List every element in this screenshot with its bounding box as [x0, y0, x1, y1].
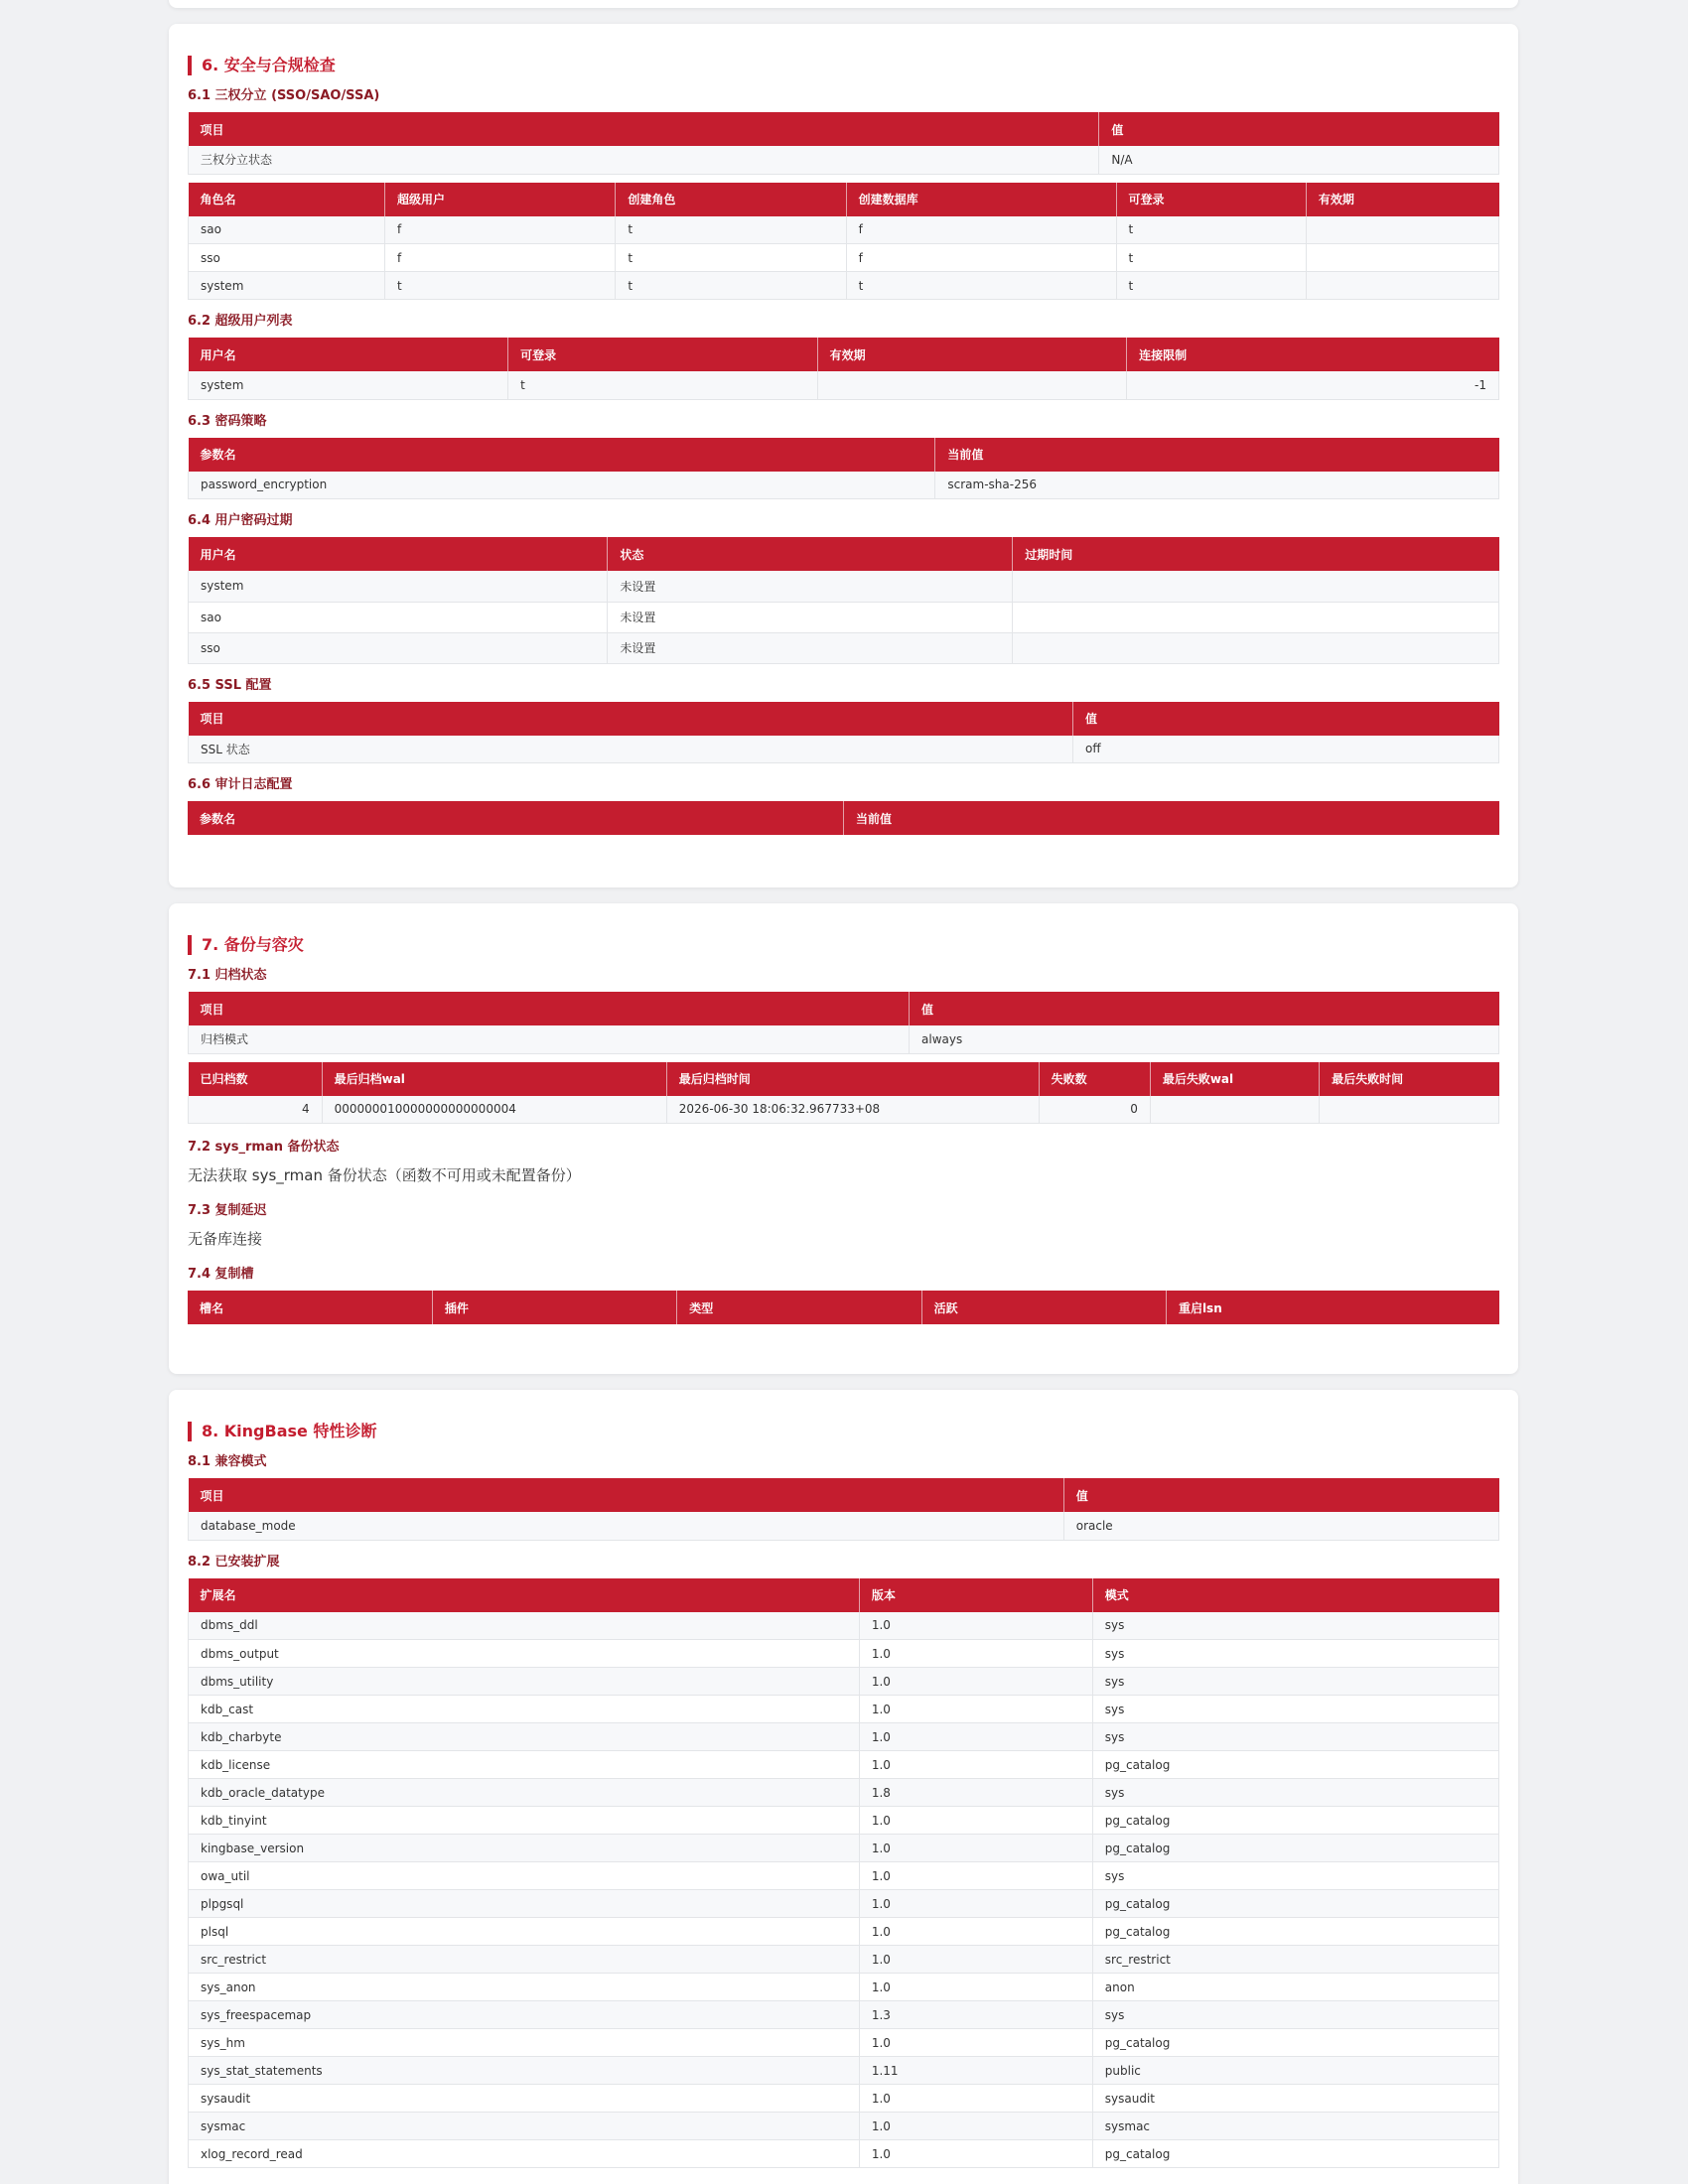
table-row: [189, 2085, 1499, 2113]
table-cell: 1.3: [859, 2001, 1092, 2029]
table-cell: sysmac: [1092, 2113, 1498, 2140]
table-cell: 三权分立状态: [189, 146, 1099, 174]
table-cell: 1.0: [859, 2140, 1092, 2168]
table-cell: system: [189, 571, 608, 602]
subsection-title: 7.1 归档状态: [188, 968, 267, 983]
table-cell: 000000010000000000000004: [322, 1096, 666, 1124]
table-cell: owa_util: [189, 1862, 860, 1890]
table-cell: dbms_ddl: [189, 1612, 860, 1640]
table-cell: 1.0: [859, 2085, 1092, 2113]
table-row: [189, 2029, 1499, 2057]
column-header: 模式: [1092, 1578, 1498, 1612]
table-row: [189, 1862, 1499, 1890]
password-policy-table: [188, 438, 1499, 500]
column-header: 用户名: [189, 338, 508, 371]
table-cell: sao: [189, 602, 608, 632]
roles-table: [188, 183, 1499, 301]
subsection-title: 7.4 复制槽: [188, 1267, 254, 1282]
table-row: [189, 632, 1499, 663]
table-cell: 1.0: [859, 2029, 1092, 2057]
subsection-title: 7.3 复制延迟: [188, 1203, 267, 1218]
table-cell: kdb_cast: [189, 1696, 860, 1723]
table-cell: 未设置: [608, 632, 1013, 663]
column-header: 项目: [189, 992, 910, 1025]
column-header: 项目: [189, 1478, 1064, 1512]
table-cell: [1150, 1096, 1319, 1124]
table-cell: [1306, 216, 1498, 244]
column-header: 用户名: [189, 537, 608, 571]
table-cell: [1013, 571, 1499, 602]
table-cell: database_mode: [189, 1512, 1064, 1540]
table-cell: 1.0: [859, 1723, 1092, 1751]
table-cell: sys_hm: [189, 2029, 860, 2057]
table-cell: pg_catalog: [1092, 2140, 1498, 2168]
column-header: 值: [1099, 112, 1499, 146]
replication-slots-table: [188, 1291, 1499, 1324]
column-header: 最后归档wal: [322, 1062, 666, 1096]
table-cell: sao: [189, 216, 385, 244]
table-row: [189, 244, 1499, 272]
column-header: 值: [1063, 1478, 1498, 1512]
table-cell: kdb_charbyte: [189, 1723, 860, 1751]
section-title: 6. 安全与合规检查: [188, 56, 1499, 75]
column-header: 状态: [608, 537, 1013, 571]
table-cell: kdb_oracle_datatype: [189, 1779, 860, 1807]
column-header: 角色名: [189, 183, 385, 216]
table-row: [189, 2001, 1499, 2029]
backup-dr-card: [169, 903, 1518, 1374]
column-header: 类型: [677, 1291, 921, 1324]
table-row: [189, 1835, 1499, 1862]
column-header: 最后失败wal: [1150, 1062, 1319, 1096]
table-row: [189, 1612, 1499, 1640]
table-cell: 1.0: [859, 1612, 1092, 1640]
table-cell: sys_anon: [189, 1974, 860, 2001]
table-cell: 1.0: [859, 1946, 1092, 1974]
table-cell: [1320, 1096, 1499, 1124]
column-header: 可登录: [1116, 183, 1306, 216]
table-row: [189, 472, 1499, 499]
table-cell: 1.11: [859, 2057, 1092, 2085]
table-cell: f: [385, 216, 616, 244]
section-title: 7. 备份与容灾: [188, 935, 1499, 955]
table-row: [189, 1779, 1499, 1807]
extensions-table: [188, 1578, 1499, 2169]
kingbase-features-card: [169, 1390, 1518, 2184]
column-header: 创建角色: [616, 183, 846, 216]
column-header: 参数名: [188, 801, 844, 835]
table-row: [189, 146, 1499, 174]
table-row: [189, 1751, 1499, 1779]
subsection-title: 7.2 sys_rman 备份状态: [188, 1140, 340, 1155]
security-compliance-card: [169, 24, 1518, 887]
table-cell: sys: [1092, 2001, 1498, 2029]
table-cell: kdb_tinyint: [189, 1807, 860, 1835]
column-header: 创建数据库: [846, 183, 1116, 216]
column-header: 活跃: [921, 1291, 1166, 1324]
subsection-title: 6.5 SSL 配置: [188, 677, 272, 693]
table-cell: pg_catalog: [1092, 1807, 1498, 1835]
subsection-title: 6.4 用户密码过期: [188, 513, 293, 528]
archive-status-table: [188, 992, 1499, 1054]
table-cell: [1306, 272, 1498, 300]
table-cell: 1.0: [859, 1862, 1092, 1890]
table-cell: 0: [1039, 1096, 1150, 1124]
previous-section-card: [169, 0, 1518, 8]
table-cell: anon: [1092, 1974, 1498, 2001]
table-cell: sysaudit: [1092, 2085, 1498, 2113]
table-cell: system: [189, 371, 508, 399]
table-cell: public: [1092, 2057, 1498, 2085]
table-row: [189, 1640, 1499, 1668]
subsection-title: 6.6 审计日志配置: [188, 777, 293, 792]
table-cell: src_restrict: [189, 1946, 860, 1974]
table-cell: xlog_record_read: [189, 2140, 860, 2168]
table-cell: system: [189, 272, 385, 300]
table-row: [189, 1974, 1499, 2001]
table-cell: pg_catalog: [1092, 1835, 1498, 1862]
table-cell: 1.0: [859, 1890, 1092, 1918]
table-cell: sso: [189, 632, 608, 663]
table-cell: plpgsql: [189, 1890, 860, 1918]
table-cell: sys: [1092, 1696, 1498, 1723]
subsection-title: 8.1 兼容模式: [188, 1454, 267, 1469]
table-cell: plsql: [189, 1918, 860, 1946]
ssl-config-table: [188, 702, 1499, 764]
column-header: 已归档数: [189, 1062, 323, 1096]
column-header: 当前值: [844, 801, 1500, 835]
table-cell: t: [846, 272, 1116, 300]
table-row: [189, 1668, 1499, 1696]
column-header: 超级用户: [385, 183, 616, 216]
table-cell: SSL 状态: [189, 736, 1073, 763]
replication-lag-text: 无备库连接: [188, 1230, 263, 1248]
column-header: 最后归档时间: [666, 1062, 1039, 1096]
section-title: 8. KingBase 特性诊断: [188, 1422, 1499, 1441]
table-cell: [1306, 244, 1498, 272]
table-row: [189, 1890, 1499, 1918]
table-cell: 1.0: [859, 1807, 1092, 1835]
table-row: [189, 2140, 1499, 2168]
table-cell: sys: [1092, 1668, 1498, 1696]
column-header: 重启lsn: [1166, 1291, 1499, 1324]
table-cell: sys_stat_statements: [189, 2057, 860, 2085]
table-cell: f: [385, 244, 616, 272]
table-cell: 归档模式: [189, 1025, 910, 1053]
table-cell: t: [385, 272, 616, 300]
table-cell: t: [1116, 244, 1306, 272]
table-cell: 未设置: [608, 571, 1013, 602]
superuser-table: [188, 338, 1499, 400]
table-cell: sys: [1092, 1723, 1498, 1751]
column-header: 最后失败时间: [1320, 1062, 1499, 1096]
table-cell: t: [616, 216, 846, 244]
column-header: 有效期: [817, 338, 1127, 371]
column-header: 扩展名: [189, 1578, 860, 1612]
archive-stats-table: [188, 1062, 1499, 1125]
column-header: 插件: [432, 1291, 676, 1324]
compat-mode-table: [188, 1478, 1499, 1541]
table-cell: t: [616, 244, 846, 272]
column-header: 项目: [189, 702, 1073, 736]
column-header: 过期时间: [1013, 537, 1499, 571]
password-expiry-table: [188, 537, 1499, 664]
table-row: [189, 1696, 1499, 1723]
rman-status-text: 无法获取 sys_rman 备份状态（函数不可用或未配置备份）: [188, 1166, 581, 1184]
table-row: [189, 216, 1499, 244]
audit-log-table: [188, 801, 1499, 835]
subsection-title: 6.3 密码策略: [188, 413, 267, 429]
table-cell: 1.0: [859, 1640, 1092, 1668]
table-cell: f: [846, 244, 1116, 272]
table-cell: f: [846, 216, 1116, 244]
separation-status-table: [188, 112, 1499, 175]
table-cell: dbms_utility: [189, 1668, 860, 1696]
column-header: 项目: [189, 112, 1099, 146]
table-cell: t: [1116, 216, 1306, 244]
table-cell: sys: [1092, 1612, 1498, 1640]
table-row: [189, 602, 1499, 632]
table-row: [189, 2113, 1499, 2140]
column-header: 值: [1073, 702, 1499, 736]
column-header: 失败数: [1039, 1062, 1150, 1096]
table-cell: sysaudit: [189, 2085, 860, 2113]
table-cell: dbms_output: [189, 1640, 860, 1668]
table-row: [189, 1946, 1499, 1974]
table-cell: t: [1116, 272, 1306, 300]
table-row: [189, 1025, 1499, 1053]
table-cell: always: [910, 1025, 1499, 1053]
table-cell: pg_catalog: [1092, 2029, 1498, 2057]
table-cell: sso: [189, 244, 385, 272]
table-cell: off: [1073, 736, 1499, 763]
column-header: 有效期: [1306, 183, 1498, 216]
table-row: [189, 1096, 1499, 1124]
table-row: [189, 371, 1499, 399]
table-row: [189, 1512, 1499, 1540]
table-cell: sys_freespacemap: [189, 2001, 860, 2029]
table-cell: 2026-06-30 18:06:32.967733+08: [666, 1096, 1039, 1124]
table-cell: kingbase_version: [189, 1835, 860, 1862]
column-header: 槽名: [188, 1291, 432, 1324]
table-row: [189, 1723, 1499, 1751]
table-cell: scram-sha-256: [935, 472, 1499, 499]
table-cell: 1.0: [859, 1918, 1092, 1946]
subsection-title: 6.1 三权分立 (SSO/SAO/SSA): [188, 88, 380, 103]
table-cell: pg_catalog: [1092, 1890, 1498, 1918]
table-cell: 未设置: [608, 602, 1013, 632]
table-cell: src_restrict: [1092, 1946, 1498, 1974]
table-row: [189, 736, 1499, 763]
table-cell: N/A: [1099, 146, 1499, 174]
table-row: [189, 272, 1499, 300]
table-cell: sysmac: [189, 2113, 860, 2140]
table-row: [189, 571, 1499, 602]
table-cell: -1: [1127, 371, 1499, 399]
table-cell: 1.0: [859, 1974, 1092, 2001]
table-cell: [1013, 602, 1499, 632]
column-header: 值: [910, 992, 1499, 1025]
table-cell: [817, 371, 1127, 399]
column-header: 参数名: [189, 438, 935, 472]
table-cell: 1.8: [859, 1779, 1092, 1807]
table-row: [189, 2057, 1499, 2085]
table-cell: t: [616, 272, 846, 300]
table-cell: pg_catalog: [1092, 1918, 1498, 1946]
table-cell: 1.0: [859, 1696, 1092, 1723]
column-header: 连接限制: [1127, 338, 1499, 371]
table-cell: sys: [1092, 1779, 1498, 1807]
table-cell: password_encryption: [189, 472, 935, 499]
table-cell: oracle: [1063, 1512, 1498, 1540]
column-header: 可登录: [508, 338, 818, 371]
table-row: [189, 1807, 1499, 1835]
table-cell: pg_catalog: [1092, 1751, 1498, 1779]
table-row: [189, 1918, 1499, 1946]
column-header: 当前值: [935, 438, 1499, 472]
table-cell: t: [508, 371, 818, 399]
subsection-title: 6.2 超级用户列表: [188, 314, 293, 329]
table-cell: 4: [189, 1096, 323, 1124]
table-cell: 1.0: [859, 1668, 1092, 1696]
table-cell: 1.0: [859, 1751, 1092, 1779]
table-cell: kdb_license: [189, 1751, 860, 1779]
subsection-title: 8.2 已安装扩展: [188, 1554, 280, 1570]
table-cell: sys: [1092, 1862, 1498, 1890]
table-cell: 1.0: [859, 2113, 1092, 2140]
table-cell: [1013, 632, 1499, 663]
table-cell: 1.0: [859, 1835, 1092, 1862]
column-header: 版本: [859, 1578, 1092, 1612]
table-cell: sys: [1092, 1640, 1498, 1668]
